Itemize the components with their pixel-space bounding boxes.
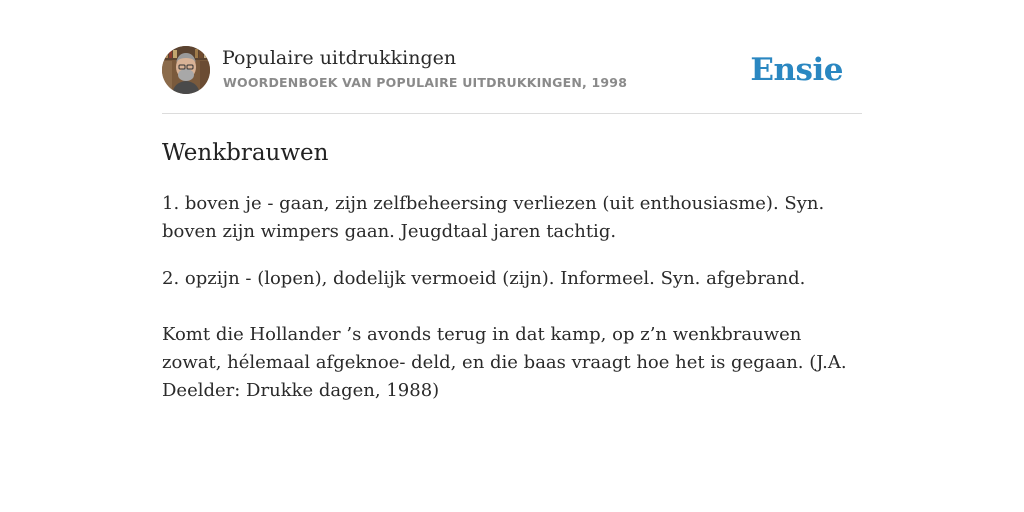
definition-1: 1. boven je - gaan, zijn zelfbeheersing verliezen (uit enthousiasme). Syn. boven zijn wimpers gaan. Jeugdtaal jaren tachtig.	[162, 193, 825, 242]
entry-card	[162, 46, 862, 401]
brand-logo[interactable]: Ensie	[750, 52, 843, 88]
source-title: WOORDENBOEK VAN POPULAIRE UITDRUKKINGEN, 1998	[223, 75, 628, 90]
entry-title: Wenkbrauwen	[162, 140, 329, 166]
entry-header	[162, 46, 862, 114]
definition-2: 2. opzijn - (lopen), dodelijk vermoeid (zijn). Informeel. Syn. afgebrand.	[162, 268, 806, 289]
author-name[interactable]: Populaire uitdrukkingen	[222, 47, 457, 69]
example-quote: Komt die Hollander ’s avonds terug in dat kamp, op z’n wenkbrauwen zowat, hélemaal afgeknoe- deld, en die baas vraagt hoe het is gegaan. (J.A. Deelder: Drukke dagen, 1988)	[162, 324, 847, 401]
author-portrait-icon[interactable]	[162, 46, 210, 94]
